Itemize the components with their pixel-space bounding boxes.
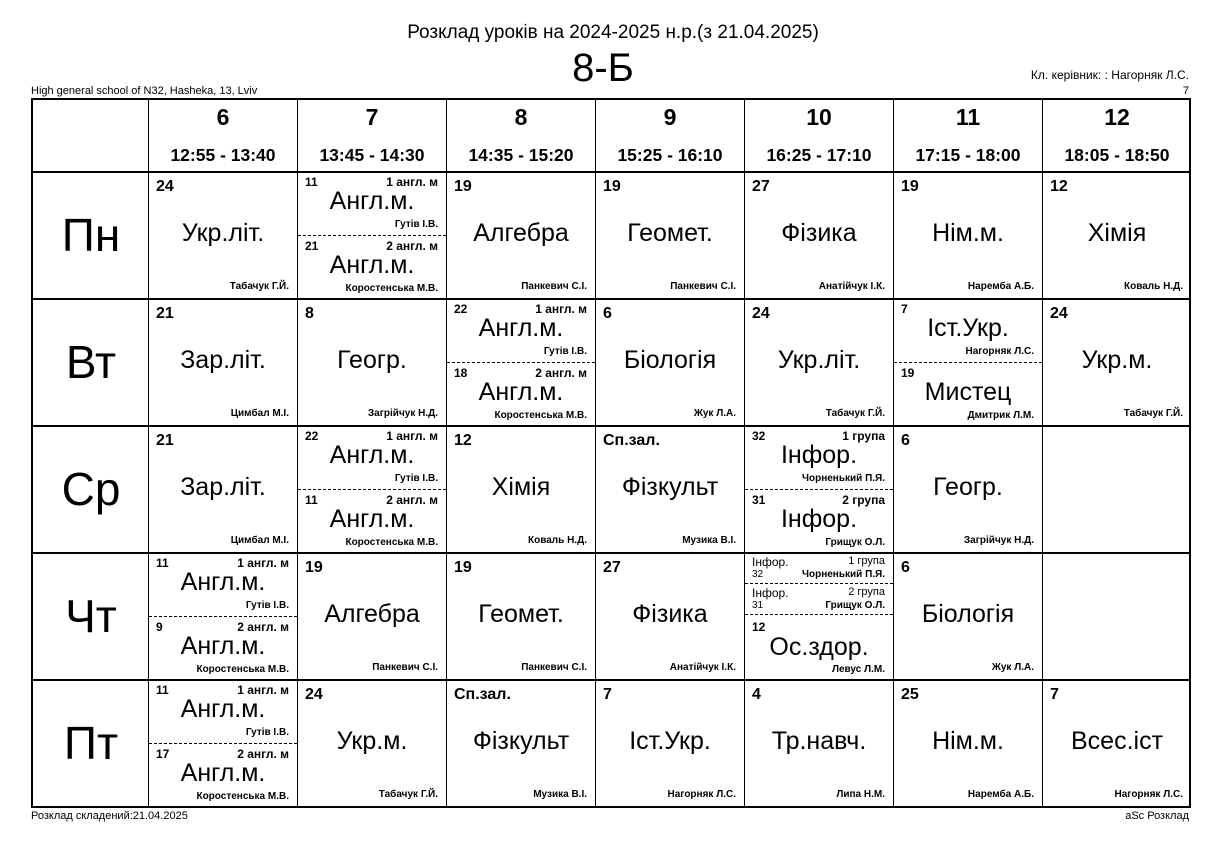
room-number: 6 [901,432,910,449]
group-label: 1 англ. м [535,302,587,316]
period-header [298,100,446,172]
lesson-cell [1043,426,1191,553]
lesson-cell [745,299,893,426]
room-number: 11 [156,556,169,570]
room-number: 21 [305,239,319,253]
lesson-part [745,615,893,680]
subject-name: Англ.м. [478,314,564,342]
teacher-name: Нагорняк Л.С. [965,346,1034,357]
group-lesson [447,299,595,363]
period-time: 12:55 - 13:40 [170,145,276,165]
group-label: 2 англ. м [237,620,289,634]
class-name: 8-Б [572,46,634,90]
lesson-cell [745,172,893,299]
period-time: 13:45 - 14:30 [319,145,425,165]
teacher-name: Загрійчук Н.Д. [367,408,438,419]
subject-name: Англ.м. [329,441,415,469]
group-label: 1 група [842,429,885,443]
room-number: 19 [901,366,915,380]
lesson-cell [447,553,595,680]
subject-name: Іст.Укр. [629,727,711,755]
subject-name: Геогр. [933,473,1003,501]
lesson-cell [149,299,297,426]
teacher-name: Панкевич С.І. [670,281,736,292]
subject-name: Англ.м. [329,251,415,279]
teacher-name: Коростенська М.В. [196,664,289,675]
subject-name: Мистец [924,378,1012,406]
lesson-cell [1043,680,1191,807]
page-title: Розклад уроків на 2024-2025 н.р.(з 21.04.2025) [407,22,819,43]
room-number: 4 [752,686,761,703]
teacher-name: Гутів І.В. [394,473,438,484]
subject-name: Зар.літ. [180,473,266,501]
room-number: 6 [901,559,910,576]
room-number: 32 [752,569,764,580]
footer-software: aSc Розклад [1125,810,1189,822]
group-lesson [149,744,297,807]
lesson-cell [1043,299,1191,426]
group-lesson [745,490,893,553]
group-label: 2 англ. м [237,747,289,761]
subject-name: Укр.літ. [777,346,861,374]
day-label: Пн [61,209,121,261]
group-lesson [149,553,297,617]
room-number: 19 [454,559,472,576]
lesson-cell [596,172,744,299]
lesson-cell [149,553,297,680]
subject-name: Інфор. [752,555,789,569]
subject-name: Геомет. [627,219,713,247]
subject-name: Укр.м. [336,727,408,755]
teacher-name: Жук Л.А. [693,408,736,419]
subject-name: Англ.м. [329,505,415,533]
room-number: 19 [901,178,919,195]
room-number: 24 [1050,305,1068,322]
room-number: 12 [752,620,766,634]
group-label: 2 група [842,493,885,507]
subject-name: Алгебра [473,219,569,247]
subject-name: Ос.здор. [769,633,869,661]
period-header [745,100,893,172]
room-number: 24 [305,686,323,703]
subject-name: Зар.літ. [180,346,266,374]
teacher-name: Табачук Г.Й. [1123,408,1183,419]
subject-name: Англ.м. [180,695,266,723]
period-time: 14:35 - 15:20 [468,145,574,165]
teacher-name: Грищук О.Л. [825,537,885,548]
teacher-name: Чорненький П.Я. [801,473,885,484]
group-lesson-small [745,584,893,615]
teacher-name: Табачук Г.Й. [378,789,438,800]
room-number: 32 [752,429,766,443]
group-label: 1 англ. м [237,683,289,697]
teacher-name: Гутів І.В. [394,219,438,230]
period-number: 6 [216,104,230,130]
lesson-cell [596,299,744,426]
subject-name: Англ.м. [478,378,564,406]
lesson-cell [1043,172,1191,299]
group-label: 1 англ. м [386,175,438,189]
group-lesson-small [745,553,893,584]
day-label: Чт [65,590,117,642]
subject-name: Інфор. [752,586,789,600]
lesson-cell [894,299,1042,426]
period-number: 8 [514,104,528,130]
lesson-cell [447,426,595,553]
teacher-name: Липа Н.М. [836,789,885,800]
period-header [894,100,1042,172]
group-lesson [149,617,297,680]
group-lesson [298,236,446,299]
room-number: 19 [603,178,621,195]
day-label: Вт [65,336,117,388]
subject-name: Хімія [1087,219,1147,247]
teacher-name: Панкевич С.І. [372,662,438,673]
period-header [1043,100,1191,172]
lesson-cell [894,426,1042,553]
room-number: 31 [752,493,766,507]
subject-name: Геомет. [478,600,564,628]
subject-name: Іст.Укр. [927,314,1009,342]
subject-name: Англ.м. [329,187,415,215]
teacher-name: Коростенська М.В. [494,410,587,421]
group-lesson [149,680,297,744]
lesson-cell [596,680,744,807]
teacher-name: Коваль Н.Д. [528,535,587,546]
teacher-name: Панкевич С.І. [521,281,587,292]
subject-name: Тр.навч. [771,727,867,755]
teacher-name: Коростенська М.В. [196,791,289,802]
period-number: 11 [955,104,981,130]
period-number: 9 [663,104,677,130]
teacher-name: Цимбал М.І. [230,535,289,546]
room-number: 8 [305,305,314,322]
lesson-cell [894,553,1042,680]
lesson-cell [894,680,1042,807]
subject-name: Геогр. [337,346,407,374]
footer-created-date: Розклад складений:21.04.2025 [31,810,188,822]
room-number: Сп.зал. [603,432,660,449]
teacher-name: Жук Л.А. [991,662,1034,673]
school-name: High general school of N32, Hasheka, 13, Lviv [31,85,258,97]
lesson-cell [745,680,893,807]
teacher-name: Анатійчук І.К. [669,662,736,673]
room-number: 24 [752,305,770,322]
room-number: 19 [305,559,323,576]
period-header [447,100,595,172]
lesson-cell [894,172,1042,299]
room-number: 11 [305,493,318,507]
room-number: 24 [156,178,174,195]
subject-name: Фізкульт [472,727,570,755]
teacher-name: Нагорняк Л.С. [667,789,736,800]
period-header [149,100,297,172]
subject-name: Укр.літ. [181,219,265,247]
period-time: 18:05 - 18:50 [1064,145,1170,165]
subject-name: Всес.іст [1070,727,1164,755]
group-label: 1 група [848,555,885,567]
group-lesson [894,363,1042,426]
lesson-cell [149,426,297,553]
teacher-name: Цимбал М.І. [230,408,289,419]
lesson-cell [745,426,893,553]
lesson-cell [745,553,893,680]
teacher-name: Гутів І.В. [245,727,289,738]
lesson-cell [149,172,297,299]
subject-name: Інфор. [780,505,858,533]
subject-name: Інфор. [780,441,858,469]
subject-name: Укр.м. [1081,346,1153,374]
room-number: Сп.зал. [454,686,511,703]
period-time: 16:25 - 17:10 [766,145,872,165]
subject-name: Англ.м. [180,568,266,596]
room-number: 9 [156,620,163,634]
room-number: 6 [603,305,612,322]
period-number: 7 [365,104,379,130]
subject-name: Фізика [781,219,857,247]
subject-name: Нім.м. [932,219,1004,247]
class-teacher: Кл. керівник: : Нагорняк Л.С. [1030,68,1189,82]
room-number: 12 [454,432,472,449]
group-lesson [745,426,893,490]
teacher-name: Панкевич С.І. [521,662,587,673]
lesson-cell [298,172,446,299]
room-number: 19 [454,178,472,195]
subject-name: Фізика [632,600,708,628]
teacher-name: Левус Л.М. [831,664,885,675]
subject-name: Англ.м. [180,632,266,660]
teacher-name: Загрійчук Н.Д. [963,535,1034,546]
room-number: 27 [603,559,621,576]
room-number: 7 [901,302,908,316]
room-number: 18 [454,366,468,380]
lesson-cell [1043,553,1191,680]
group-label: 2 англ. м [535,366,587,380]
room-number: 7 [1050,686,1059,703]
room-number: 11 [305,175,318,189]
lesson-cell [298,553,446,680]
lesson-cell [596,426,744,553]
lesson-cell [298,299,446,426]
period-number: 10 [806,104,832,130]
lesson-cell [298,426,446,553]
lesson-cell [447,172,595,299]
teacher-name: Дмитрик Л.М. [967,410,1034,421]
teacher-name: Наремба А.Б. [967,281,1034,292]
group-label: 1 англ. м [386,429,438,443]
subject-name: Фізкульт [621,473,719,501]
teacher-name: Коваль Н.Д. [1124,281,1183,292]
lesson-cell [149,680,297,807]
room-number: 11 [156,683,169,697]
teacher-name: Гутів І.В. [245,600,289,611]
lesson-cell [447,680,595,807]
room-number: 27 [752,178,770,195]
teacher-name: Нагорняк Л.С. [1114,789,1183,800]
page-number: 7 [1182,85,1189,97]
teacher-name: Коростенська М.В. [345,537,438,548]
room-number: 25 [901,686,919,703]
group-label: 2 група [848,586,885,598]
room-number: 12 [1050,178,1068,195]
group-lesson [894,299,1042,363]
group-lesson [298,172,446,236]
teacher-name: Наремба А.Б. [967,789,1034,800]
teacher-name: Грищук О.Л. [825,600,885,611]
day-label: Ср [61,463,121,515]
room-number: 22 [305,429,319,443]
group-label: 1 англ. м [237,556,289,570]
teacher-name: Анатійчук І.К. [818,281,885,292]
room-number: 21 [156,432,174,449]
room-number: 21 [156,305,174,322]
subject-name: Алгебра [324,600,420,628]
timetable-grid [31,98,1191,808]
group-label: 2 англ. м [386,493,438,507]
teacher-name: Музика В.І. [533,789,587,800]
lesson-cell [596,553,744,680]
room-number: 31 [752,600,764,611]
subject-name: Нім.м. [932,727,1004,755]
period-time: 15:25 - 16:10 [617,145,723,165]
room-number: 7 [603,686,612,703]
group-lesson [298,490,446,553]
teacher-name: Гутів І.В. [543,346,587,357]
group-lesson [447,363,595,426]
subject-name: Біологія [623,346,717,374]
teacher-name: Чорненький П.Я. [801,569,885,580]
period-time: 17:15 - 18:00 [915,145,1021,165]
period-header [596,100,744,172]
group-label: 2 англ. м [386,239,438,253]
lesson-cell [447,299,595,426]
group-lesson [298,426,446,490]
room-number: 17 [156,747,170,761]
subject-name: Хімія [491,473,551,501]
teacher-name: Табачук Г.Й. [229,281,289,292]
teacher-name: Коростенська М.В. [345,283,438,294]
teacher-name: Музика В.І. [682,535,736,546]
subject-name: Біологія [921,600,1015,628]
room-number: 22 [454,302,468,316]
day-label: Пт [63,717,119,769]
lesson-cell [298,680,446,807]
teacher-name: Табачук Г.Й. [825,408,885,419]
period-number: 12 [1104,104,1130,130]
subject-name: Англ.м. [180,759,266,787]
